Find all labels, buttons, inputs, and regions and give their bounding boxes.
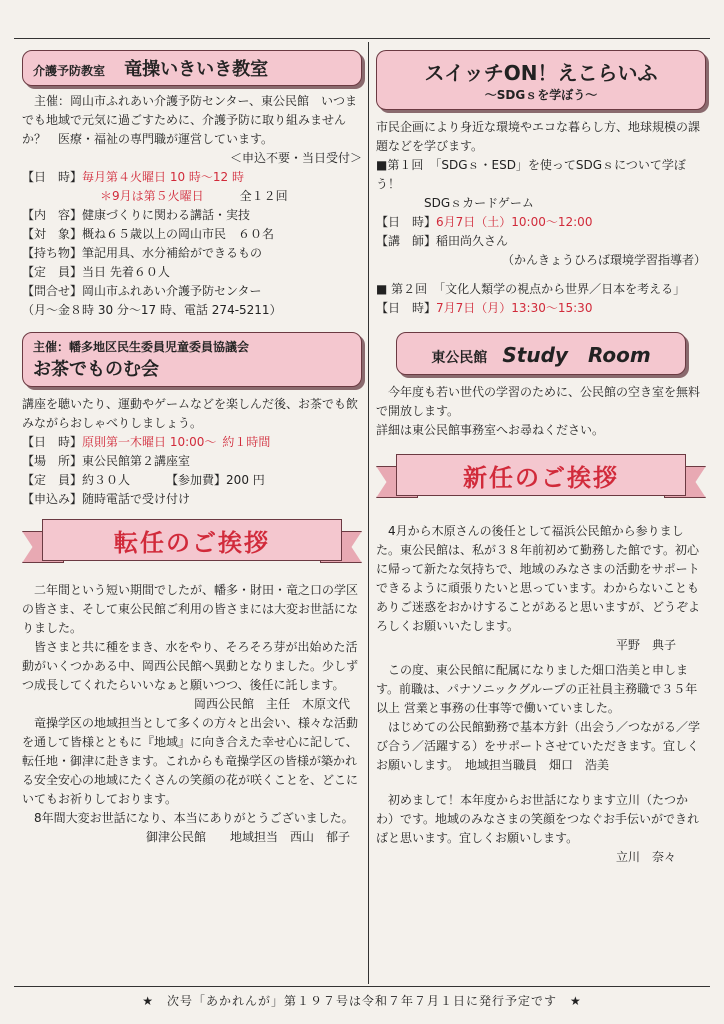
ocha-place-row: [22, 452, 362, 471]
study-tag: 東公民館: [431, 350, 488, 366]
tennin-sign2: 御津公民館 地域担当 西山 郁子: [145, 830, 350, 844]
tennin-msg4: 8年間大変お世話になり、本当にありがとうございました。: [34, 811, 354, 825]
eco-r2-date-row: [376, 299, 706, 318]
eco-r1-head: ■第１回 「SDGｓ・ESD」を使ってSDGｓについて学ぼう！: [376, 158, 686, 191]
tennin-msg3: 竜操学区の地域担当として多くの方々と出会い、様々な活動を通して皆様とともに『地域』に向き合えた幸せ心に記して、転任地・御津に赴きます。これからも竜操学区の皆様が築かれる安全安心の地域にたくさんの笑顔の花が咲くことを、どこにいてもお祈りしております。: [22, 716, 359, 806]
eco-r1-lect-sub: （かんきょうひろば環境学習指導者）: [501, 253, 706, 267]
tennin-heading: 転任のご挨拶: [114, 529, 270, 557]
ikiiki-date-sub: ＊9月は第５火曜日: [100, 189, 204, 203]
label: 【日 時】: [22, 435, 83, 449]
ikiiki-contact-sub: （月～金８時 30 分～17 時、電話 274-5211）: [22, 303, 282, 317]
ikiiki-note: ＜申込不要・当日受付＞: [229, 151, 362, 165]
label: 【参加費】: [166, 473, 227, 487]
ikiiki-target-row: [22, 225, 362, 244]
value: 随時電話で受け付け: [82, 492, 191, 506]
ocha-tag: 主催：幡多地区民生委員児童委員協議会: [33, 340, 250, 354]
ocha-duration: 約１時間: [222, 435, 271, 449]
ocha-intro: 講座を聴いたり、運動やゲームなどを楽しんだ後、お茶でも飲みながらおしゃべりしましょう。: [22, 397, 359, 430]
eco-r2-head: ■ 第２回 「文化人類学の視点から世界／日本を考える」: [376, 282, 686, 296]
top-rule: [14, 38, 710, 39]
shinnin-ribbon: [376, 448, 706, 504]
bottom-rule: [14, 986, 710, 987]
ikiiki-intro: 主催：岡山市ふれあい介護予防センター、東公民館 いつまでも地域で元気に過ごすために、介護予防に取り組みませんか？ 医療・福祉の専門職が運営しています。: [22, 94, 358, 146]
ocha-date: 原則第一木曜日 10:00～: [82, 435, 217, 449]
shinnin-msg3: はじめての公民館勤務で基本方針（出会う／つながる／学び合う／活躍する）をサポートさせていただきます。宜しくお願いします。 地域担当職員 畑口 浩美: [376, 720, 701, 772]
tennin-msg2: 皆さまと共に種をまき、水をやり、そろそろ芽が出始めた活動がいくつかある中、岡西公民館へ異動となりました。少しずつ成長してくれたらいいなぁと願いつつ、後任に託します。: [22, 640, 359, 692]
eco-r1-lect-row: [376, 232, 706, 251]
eco-intro: 市民企画により身近な環境やエコな暮らし方、地球規模の課題などを学びます。: [376, 120, 701, 153]
value: 概ね６５歳以上の岡山市民 ６０名: [82, 227, 275, 241]
ikiiki-date-row: [22, 168, 362, 187]
shinnin-sign2: 立川 奈々: [615, 850, 676, 864]
eco-subtitle: ～SDGｓを学ぼう～: [484, 88, 598, 102]
study-title-box: [396, 332, 686, 375]
left-column: [22, 42, 362, 847]
shinnin-msg4: 初めまして！本年度からお世話になります立川（たつかわ）です。地域のみなさまの笑顔をつなぐお手伝いができればと思います。宜しくお願いします。: [376, 793, 700, 845]
ikiiki-contact-row: [22, 282, 362, 301]
ikiiki-title-box: [22, 50, 362, 86]
ocha-date-row: [22, 433, 362, 452]
right-column: [376, 42, 706, 867]
label: 【持ち物】: [22, 246, 83, 260]
shinnin-sign1: 平野 典子: [615, 638, 676, 652]
label: 【場 所】: [22, 454, 83, 468]
ocha-title-box: [22, 332, 362, 387]
shinnin-msg2: この度、東公民館に配属になりました畑口浩美と申します。前職は、パナソニックグループの正社員主務職で３５年以上 営業と事務の仕事等で働いていました。: [376, 663, 698, 715]
ikiiki-date: 毎月第４火曜日 10 時～12 時: [82, 170, 244, 184]
footer-notice: ★ 次号「あかれんが」第１９７号は令和７年７月１日に発行予定です ★: [142, 994, 582, 1008]
column-divider: [368, 42, 369, 984]
ikiiki-cap-row: [22, 263, 362, 282]
eco-title-box: [376, 50, 706, 110]
label: 【定 員】: [22, 473, 83, 487]
study-body: 今年度も若い世代の学習のために、公民館の空き室を無料で開放します。: [376, 385, 701, 418]
value: 東公民館第２講座室: [82, 454, 191, 468]
value: 稲田尚久さん: [436, 234, 509, 248]
eco-r2-date: 7月7日（月）13:30～15:30: [436, 301, 593, 315]
label: 【日 時】: [376, 301, 437, 315]
value: 健康づくりに関わる講話・実技: [82, 208, 251, 222]
ikiiki-count: 全１２回: [239, 189, 288, 203]
shinnin-heading: 新任のご挨拶: [463, 464, 619, 492]
ocha-title: お茶でものむ会: [33, 359, 159, 380]
study-title: Study Room: [502, 343, 651, 367]
ikiiki-tag: 介護予防教室: [33, 64, 106, 78]
tennin-ribbon: [22, 513, 362, 569]
shinnin-msg1: 4月から木原さんの後任として福浜公民館から参りました。東公民館は、私が３８年前初めて勤務した館です。初心に帰って新たな気持ちで、地域のみなさまの活動をサポートできるように頑張りたいと思っています。わからないこともありご迷惑をおかけすることがあると思いますが、どうぞよろしくお願いいたします。: [376, 524, 701, 633]
tennin-msg1: 二年間という短い期間でしたが、幡多・財田・竜之口の学区の皆さま、そして東公民館ご利用の皆さまには大変お世話になりました。: [22, 583, 359, 635]
eco-title: スイッチON！えこらいふ: [424, 61, 658, 85]
eco-r1-date-row: [376, 213, 706, 232]
ikiiki-title: 竜操いきいき教室: [124, 59, 269, 80]
label: 【日 時】: [376, 215, 437, 229]
value: 岡山市ふれあい介護予防センター: [82, 284, 262, 298]
value: 約３０人: [82, 473, 131, 487]
value: 筆記用具、水分補給ができるもの: [82, 246, 263, 260]
value: 200 円: [226, 473, 265, 487]
ocha-cap-row: [22, 471, 362, 490]
label: 【講 師】: [376, 234, 437, 248]
eco-r1-date: 6月7日（土）10:00～12:00: [436, 215, 593, 229]
label: 【対 象】: [22, 227, 83, 241]
value: 当日 先着６０人: [82, 265, 170, 279]
label: 【問合せ】: [22, 284, 83, 298]
study-body2: 詳細は東公民館事務室へお尋ねください。: [376, 423, 605, 437]
ikiiki-bring-row: [22, 244, 362, 263]
label: 【定 員】: [22, 265, 83, 279]
eco-r1-sub: SDGｓカードゲーム: [424, 196, 534, 210]
label: 【内 容】: [22, 208, 83, 222]
label: 【申込み】: [22, 492, 83, 506]
ikiiki-content-row: [22, 206, 362, 225]
ocha-apply-row: [22, 490, 362, 509]
tennin-sign1: 岡西公民館 主任 木原文代: [193, 697, 350, 711]
ikiiki-date-sub-row: [22, 187, 362, 206]
label: 【日 時】: [22, 170, 83, 184]
